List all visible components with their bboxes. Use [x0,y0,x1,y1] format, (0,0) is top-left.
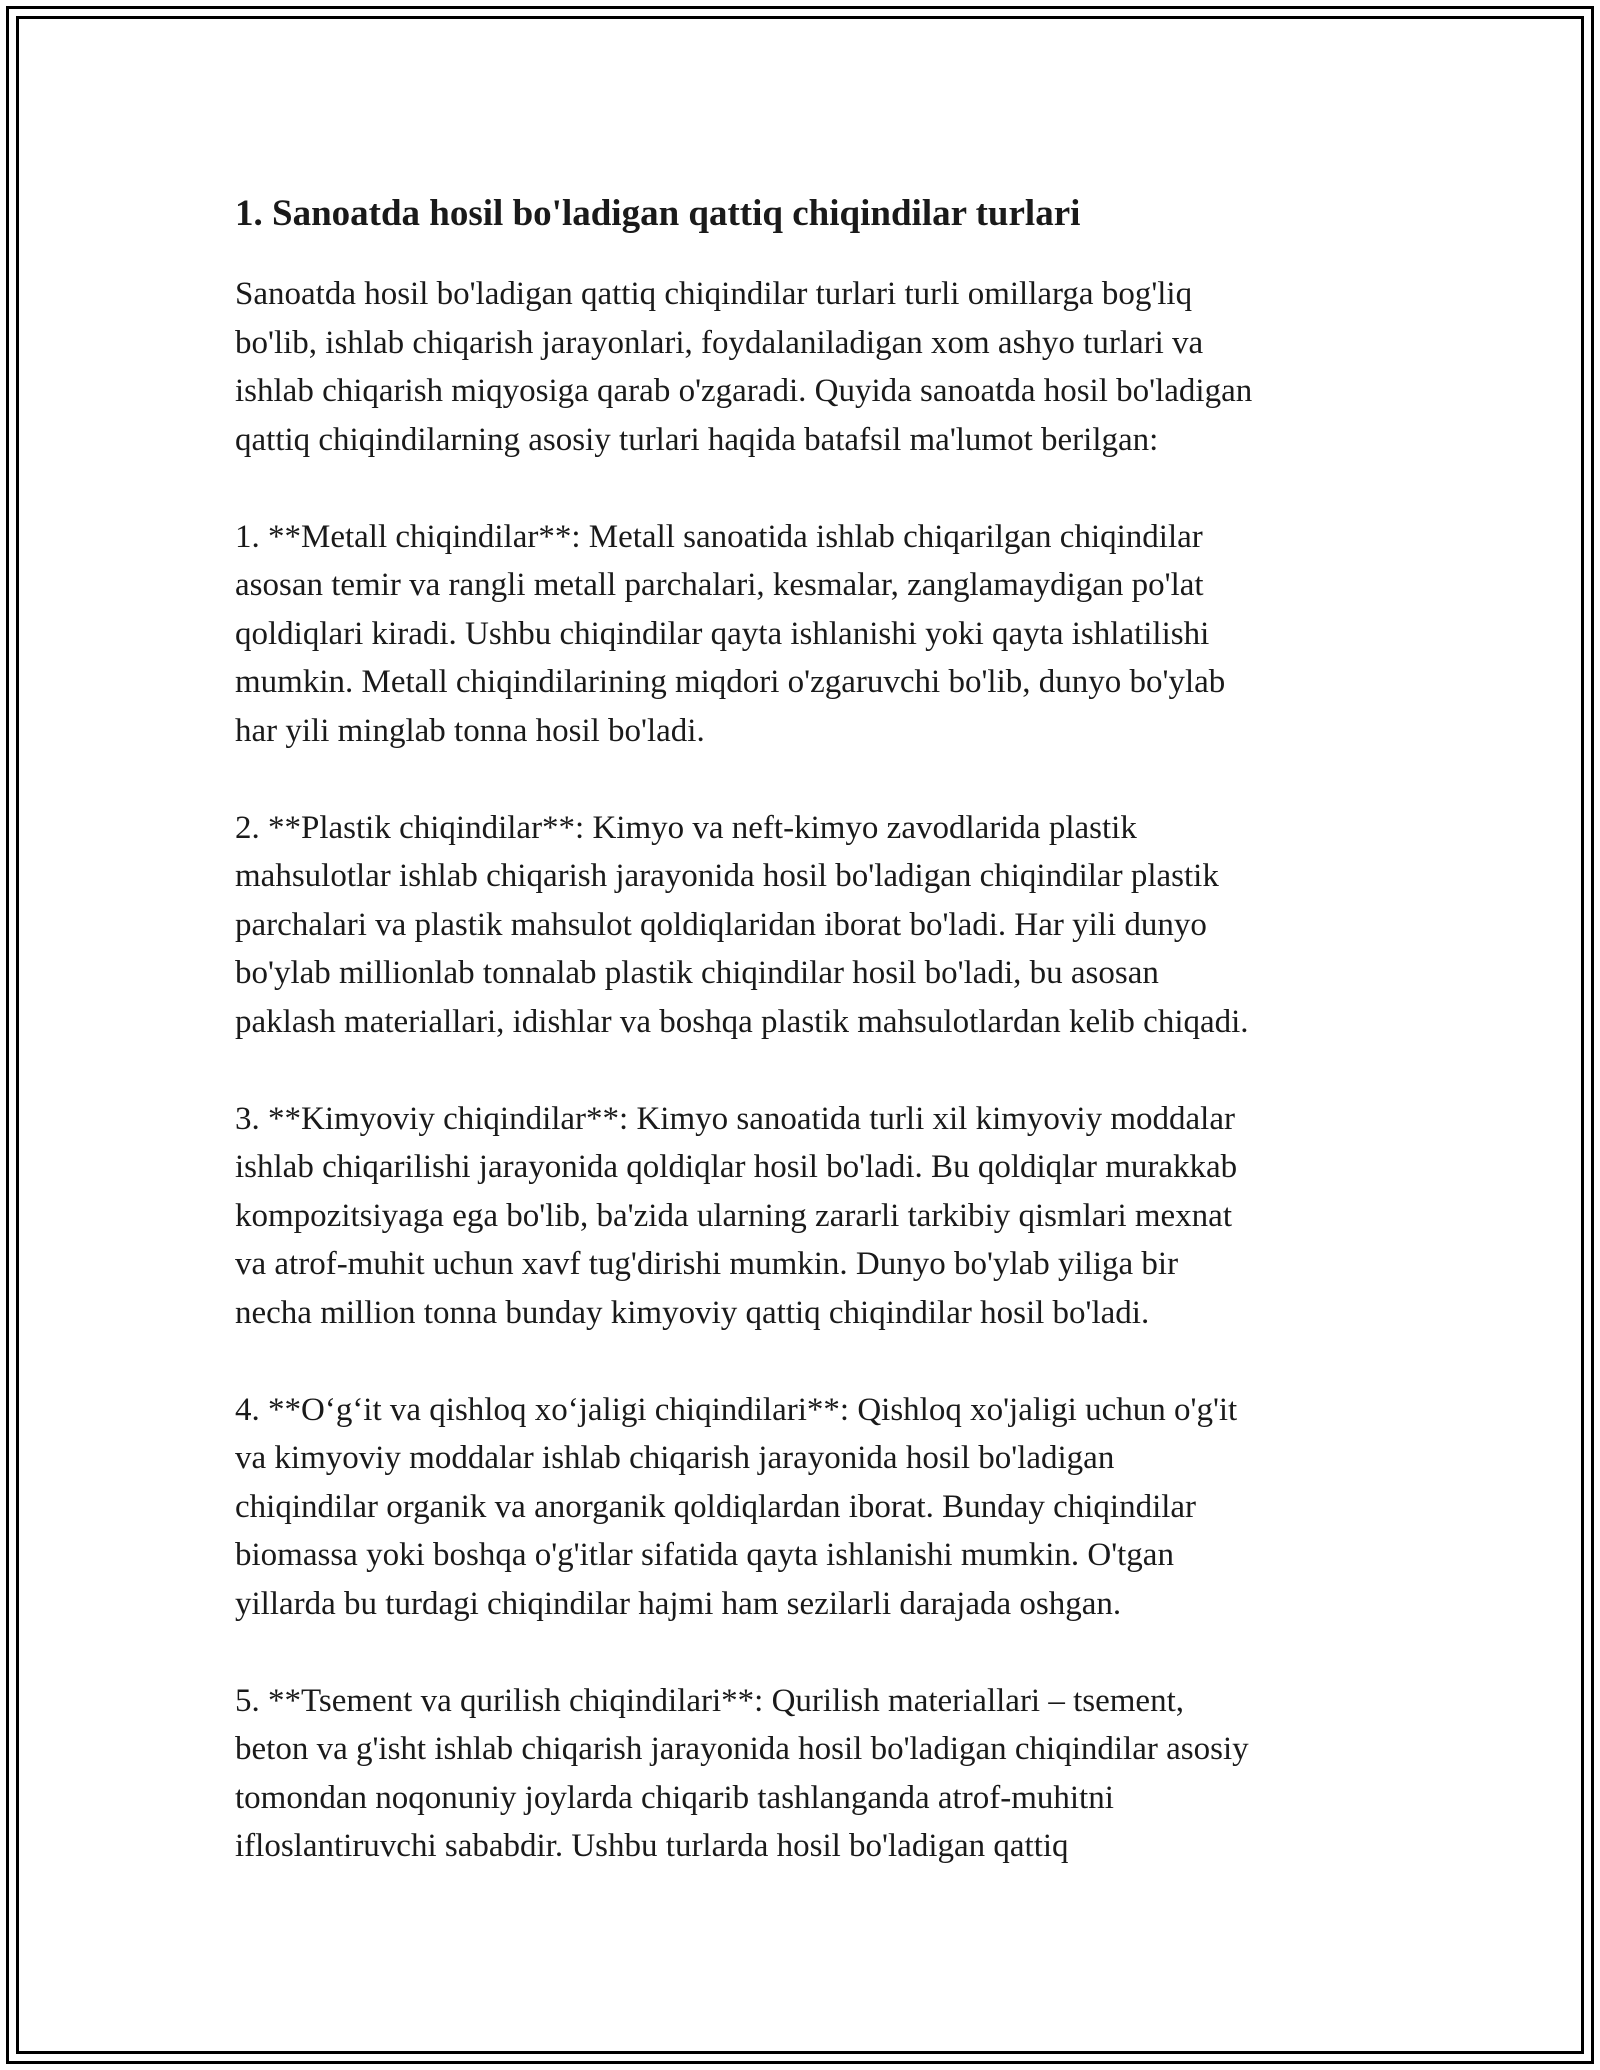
metal-waste-paragraph [235,513,1385,756]
fertilizer-waste-paragraph [235,1386,1385,1629]
text-line: paklash materiallari, idishlar va boshqa plastik mahsulotlardan kelib chiqadi. [235,1003,1249,1040]
text-line: mahsulotlar ishlab chiqarish jarayonida hosil bo'ladigan chiqindilar plastik [235,858,1219,894]
text-line: parchalari va plastik mahsulot qoldiqlaridan iborat bo'ladi. Har yili dunyo [235,906,1207,943]
text-line: va atrof-muhit uchun xavf tug'dirishi mumkin. Dunyo bo'ylab yiliga bir [235,1246,1179,1282]
text-line: qoldiqlari kiradi. Ushbu chiqindilar qayta ishlanishi yoki qayta ishlatilishi [235,615,1210,652]
construction-waste-paragraph [235,1677,1385,1871]
text-line: chiqindilar organik va anorganik qoldiqlardan iborat. Bunday chiqindilar [235,1488,1197,1525]
text-line: 2. **Plastik chiqindilar**: Kimyo va neft-kimyo zavodlarida plastik [235,809,1137,846]
text-line: ifloslantiruvchi sababdir. Ushbu turlarda hosil bo'ladigan qattiq [235,1828,1069,1864]
chemical-waste-paragraph [235,1095,1385,1338]
document-body [235,186,1385,1871]
text-line: 5. **Tsement va qurilish chiqindilari**: Qurilish materiallari – tsement, [235,1682,1184,1719]
text-line: qattiq chiqindilarning asosiy turlari haqida batafsil ma'lumot berilgan: [235,421,1159,458]
text-line: beton va g'isht ishlab chiqarish jarayonida hosil bo'ladigan chiqindilar asosiy [235,1731,1249,1767]
plastic-waste-paragraph [235,804,1385,1047]
text-line: va kimyoviy moddalar ishlab chiqarish jarayonida hosil bo'ladigan [235,1440,1115,1476]
text-line: biomassa yoki boshqa o'g'itlar sifatida qayta ishlanishi mumkin. O'tgan [235,1537,1174,1573]
text-line: 1. **Metall chiqindilar**: Metall sanoatida ishlab chiqarilgan chiqindilar [235,518,1203,555]
text-line: necha million tonna bunday kimyoviy qattiq chiqindilar hosil bo'ladi. [235,1294,1150,1331]
text-line: bo'ylab millionlab tonnalab plastik chiqindilar hosil bo'ladi, bu asosan [235,955,1159,991]
text-line: kompozitsiyaga ega bo'lib, ba'zida ularning zararli tarkibiy qismlari mexnat [235,1197,1232,1234]
text-line: 4. **O‘g‘it va qishloq xo‘jaligi chiqindilari**: Qishloq xo'jaligi uchun o'g'it [235,1391,1238,1428]
text-line: tomondan noqonuniy joylarda chiqarib tashlanganda atrof-muhitni [235,1779,1114,1816]
text-line: bo'lib, ishlab chiqarish jarayonlari, foydalaniladigan xom ashyo turlari va [235,324,1204,361]
text-line: Sanoatda hosil bo'ladigan qattiq chiqindilar turlari turli omillarga bog'liq [235,276,1193,312]
document-title: 1. Sanoatda hosil bo'ladigan qattiq chiqindilar turlari [235,193,1081,234]
text-line: har yili minglab tonna hosil bo'ladi. [235,712,705,749]
text-line: mumkin. Metall chiqindilarining miqdori o'zgaruvchi bo'lib, dunyo bo'ylab [235,664,1226,700]
text-line: asosan temir va rangli metall parchalari, kesmalar, zanglamaydigan po'lat [235,567,1204,603]
intro-paragraph [235,270,1385,464]
text-line: yillarda bu turdagi chiqindilar hajmi ham sezilarli darajada oshgan. [235,1585,1122,1622]
text-line: ishlab chiqarish miqyosiga qarab o'zgaradi. Quyida sanoatda hosil bo'ladigan [235,373,1253,409]
text-line: 3. **Kimyoviy chiqindilar**: Kimyo sanoatida turli xil kimyoviy moddalar [235,1100,1235,1137]
text-line: ishlab chiqarilishi jarayonida qoldiqlar hosil bo'ladi. Bu qoldiqlar murakkab [235,1149,1238,1185]
